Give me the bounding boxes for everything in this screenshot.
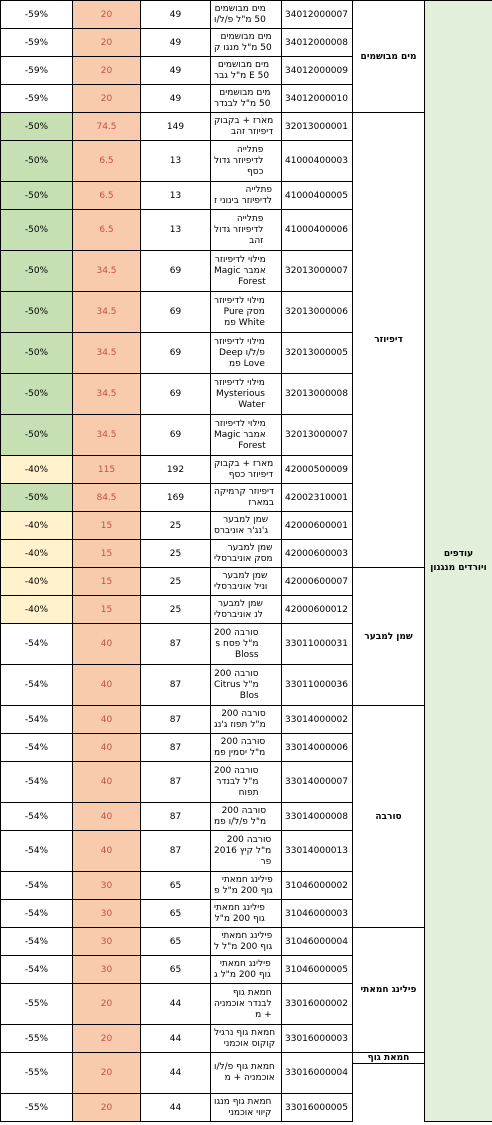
category-cell: מים מבושמים xyxy=(352,0,425,113)
product-code-cell: 33016000004 xyxy=(281,1052,353,1094)
product-code-cell: 32013000007 xyxy=(281,414,353,456)
price-cell: 13 xyxy=(140,209,211,251)
product-code-cell: 33014000007 xyxy=(281,761,353,803)
price-cell: 13 xyxy=(140,181,211,210)
price-cell: 44 xyxy=(140,1052,211,1094)
product-code-cell: 33011000031 xyxy=(281,623,353,665)
price-cell: 25 xyxy=(140,539,211,568)
price-cell: 69 xyxy=(140,291,211,333)
sale-price-cell: 15 xyxy=(72,511,141,540)
sale-price-cell: 30 xyxy=(72,955,141,984)
price-cell: 87 xyxy=(140,705,211,734)
product-name-cell: מארז + בקבוק דיפיוזר זהב xyxy=(210,112,282,141)
product-code-cell: 33014000013 xyxy=(281,830,353,872)
discount-cell: -50% xyxy=(0,209,73,251)
price-cell: 87 xyxy=(140,733,211,762)
sale-price-cell: 20 xyxy=(72,56,141,85)
product-code-cell: 42000600007 xyxy=(281,567,353,596)
price-cell: 69 xyxy=(140,373,211,415)
sale-price-cell: 40 xyxy=(72,802,141,831)
discount-cell: -50% xyxy=(0,291,73,333)
sale-price-cell: 30 xyxy=(72,871,141,900)
product-name-cell: סורבה 200 מ"ל פסח s Bloss xyxy=(210,623,282,665)
discount-cell: -54% xyxy=(0,733,73,762)
product-name-cell: מים מבושמים 50 מ"ל מנגו ק xyxy=(210,28,282,57)
discount-cell: -54% xyxy=(0,927,73,956)
price-cell: 25 xyxy=(140,595,211,624)
product-code-cell: 31046000004 xyxy=(281,927,353,956)
product-name-cell: מארז + בקבוק דיפיוזר כסף xyxy=(210,455,282,484)
product-code-cell: 41000400005 xyxy=(281,181,353,210)
price-cell: 49 xyxy=(140,84,211,113)
sale-price-cell: 40 xyxy=(72,830,141,872)
price-cell: 87 xyxy=(140,664,211,706)
discount-cell: -54% xyxy=(0,899,73,928)
discount-cell: -54% xyxy=(0,705,73,734)
discount-cell: -54% xyxy=(0,830,73,872)
product-name-cell: מילוי לדיפיוזר פ/ל/ו Deep Love פמ xyxy=(210,332,282,374)
discount-cell: -40% xyxy=(0,595,73,624)
price-cell: 87 xyxy=(140,830,211,872)
price-cell: 169 xyxy=(140,483,211,512)
product-name-cell: מילוי לדיפיוזר מסק Pure White פמ xyxy=(210,291,282,333)
product-name-cell: חמאת גוף פ/ל/ו אוכמניה + מ xyxy=(210,1052,282,1094)
product-code-cell: 33016000005 xyxy=(281,1093,353,1122)
discount-cell: -50% xyxy=(0,112,73,141)
discount-cell: -55% xyxy=(0,1052,73,1094)
price-cell: 69 xyxy=(140,250,211,292)
price-cell: 44 xyxy=(140,1024,211,1053)
discount-cell: -54% xyxy=(0,761,73,803)
category-cell: חמאת גוף xyxy=(352,1052,425,1064)
sale-price-cell: 40 xyxy=(72,664,141,706)
category-cell: שמן למבער xyxy=(352,567,425,706)
sale-price-cell: 15 xyxy=(72,539,141,568)
discount-cell: -59% xyxy=(0,56,73,85)
sale-price-cell: 40 xyxy=(72,733,141,762)
product-code-cell: 42000600012 xyxy=(281,595,353,624)
price-cell: 87 xyxy=(140,802,211,831)
product-name-cell: שמן למבער מסק אוניברסלי xyxy=(210,539,282,568)
sale-price-cell: 34.5 xyxy=(72,332,141,374)
price-cell: 49 xyxy=(140,28,211,57)
product-name-cell: מים מבושמים 50 מ"ל פ/ל/ו xyxy=(210,0,282,29)
sale-price-cell: 15 xyxy=(72,595,141,624)
product-name-cell: פתלייה לדיפיוזר גדול כסף xyxy=(210,140,282,182)
sale-price-cell: 20 xyxy=(72,84,141,113)
price-cell: 192 xyxy=(140,455,211,484)
product-name-cell: סורבה 200 מ"ל פ/ל/ו פמ xyxy=(210,802,282,831)
category-cell: פילינג חמאתי xyxy=(352,927,425,1053)
product-name-cell: שמן למבער ג'נג'ר אוניברס xyxy=(210,511,282,540)
discount-cell: -54% xyxy=(0,623,73,665)
product-name-cell: שמן למבער לנ אוניברסלי xyxy=(210,595,282,624)
product-name-cell: פילינג חמאתי גוף 200 מ"ל ל xyxy=(210,927,282,956)
price-cell: 87 xyxy=(140,761,211,803)
sale-price-cell: 30 xyxy=(72,899,141,928)
product-code-cell: 33014000006 xyxy=(281,733,353,762)
sale-price-cell: 115 xyxy=(72,455,141,484)
sale-price-cell: 20 xyxy=(72,0,141,29)
price-cell: 65 xyxy=(140,927,211,956)
discount-cell: -40% xyxy=(0,455,73,484)
product-name-cell: חמאת גוף מנגו קיווי אוכמני xyxy=(210,1093,282,1122)
product-name-cell: מילוי לדיפיוזר אמבר Magic Forest xyxy=(210,250,282,292)
sale-price-cell: 15 xyxy=(72,567,141,596)
price-cell: 44 xyxy=(140,1093,211,1122)
product-name-cell: דיפיוזר קרמיקה במארז xyxy=(210,483,282,512)
discount-cell: -50% xyxy=(0,414,73,456)
sale-price-cell: 20 xyxy=(72,1093,141,1122)
product-code-cell: 42000600001 xyxy=(281,511,353,540)
sale-price-cell: 20 xyxy=(72,1052,141,1094)
product-name-cell: פילינג חמאתי גוף 200 מ"ל פ xyxy=(210,871,282,900)
product-code-cell: 42000600003 xyxy=(281,539,353,568)
price-cell: 69 xyxy=(140,414,211,456)
product-name-cell: פילינג חמאתי גוף 200 מ"ל ג xyxy=(210,955,282,984)
product-name-cell: חמאת גוף נרגיל קוקוס אוכמני xyxy=(210,1024,282,1053)
discount-cell: -50% xyxy=(0,332,73,374)
product-name-cell: מים מבושמים 50 מ"ל לבנדר xyxy=(210,84,282,113)
discount-cell: -50% xyxy=(0,483,73,512)
sale-price-cell: 20 xyxy=(72,1024,141,1053)
product-code-cell: 32013000006 xyxy=(281,291,353,333)
product-code-cell: 33011000036 xyxy=(281,664,353,706)
product-code-cell: 41000400006 xyxy=(281,209,353,251)
discount-cell: -55% xyxy=(0,1093,73,1122)
product-name-cell: חמאת גוף לבנדר אוכמניה + מ xyxy=(210,983,282,1025)
product-code-cell: 31046000003 xyxy=(281,899,353,928)
discount-cell: -50% xyxy=(0,181,73,210)
product-code-cell: 31046000005 xyxy=(281,955,353,984)
sale-price-cell: 6.5 xyxy=(72,209,141,251)
price-cell: 49 xyxy=(140,0,211,29)
sale-price-cell: 40 xyxy=(72,623,141,665)
product-name-cell: סורבה 200 מ"ל לבנדר תפוח xyxy=(210,761,282,803)
product-name-cell: מילוי לדיפיוזר Mysterious Water xyxy=(210,373,282,415)
discount-cell: -59% xyxy=(0,28,73,57)
product-name-cell: סורבה 200 מ"ל קיץ 2016 פר xyxy=(210,830,282,872)
sale-price-cell: 40 xyxy=(72,761,141,803)
price-cell: 49 xyxy=(140,56,211,85)
product-name-cell: פילינג חמאתי גוף 200 מ"ל xyxy=(210,899,282,928)
category-cell: סורבה xyxy=(352,705,425,928)
product-name-cell: פתלייה לדיפיוזר בינוני ז xyxy=(210,181,282,210)
sale-price-cell: 6.5 xyxy=(72,181,141,210)
sale-price-cell: 6.5 xyxy=(72,140,141,182)
product-code-cell: 32013000001 xyxy=(281,112,353,141)
discount-cell: -40% xyxy=(0,511,73,540)
product-code-cell: 33016000003 xyxy=(281,1024,353,1053)
discount-cell: -50% xyxy=(0,140,73,182)
product-name-cell: מים מבושמים E 50 מ"ל גבר xyxy=(210,56,282,85)
product-code-cell: 42002310001 xyxy=(281,483,353,512)
sale-price-cell: 84.5 xyxy=(72,483,141,512)
sale-price-cell: 40 xyxy=(72,705,141,734)
price-cell: 65 xyxy=(140,899,211,928)
product-code-cell: 33014000008 xyxy=(281,802,353,831)
sale-price-cell: 74.5 xyxy=(72,112,141,141)
price-cell: 13 xyxy=(140,140,211,182)
price-cell: 87 xyxy=(140,623,211,665)
product-name-cell: סורבה 200 מ"ל Citrus Blos xyxy=(210,664,282,706)
discount-cell: -50% xyxy=(0,250,73,292)
product-name-cell: פתלייה לדיפיוזר גדול זהב xyxy=(210,209,282,251)
sale-price-cell: 30 xyxy=(72,927,141,956)
product-name-cell: שמן למבער וניל אוניברסלי xyxy=(210,567,282,596)
product-code-cell: 33014000002 xyxy=(281,705,353,734)
price-cell: 149 xyxy=(140,112,211,141)
department-cell: עודפים ויורדים מנגנון xyxy=(424,0,492,1122)
product-code-cell: 33016000002 xyxy=(281,983,353,1025)
sale-price-cell: 34.5 xyxy=(72,414,141,456)
discount-cell: -50% xyxy=(0,373,73,415)
discount-cell: -59% xyxy=(0,84,73,113)
price-cell: 69 xyxy=(140,332,211,374)
price-cell: 65 xyxy=(140,955,211,984)
category-cell: דיפיוזר xyxy=(352,112,425,568)
product-code-cell: 31046000002 xyxy=(281,871,353,900)
sale-price-cell: 34.5 xyxy=(72,291,141,333)
discount-cell: -54% xyxy=(0,955,73,984)
sale-price-cell: 34.5 xyxy=(72,373,141,415)
product-code-cell: 32013000007 xyxy=(281,250,353,292)
product-code-cell: 34012000008 xyxy=(281,28,353,57)
product-code-cell: 34012000009 xyxy=(281,56,353,85)
product-name-cell: סורבה 200 מ"ל יסמין פמ xyxy=(210,733,282,762)
product-code-cell: 34012000007 xyxy=(281,0,353,29)
price-cell: 65 xyxy=(140,871,211,900)
product-code-cell: 42000500009 xyxy=(281,455,353,484)
discount-cell: -54% xyxy=(0,871,73,900)
product-code-cell: 41000400003 xyxy=(281,140,353,182)
discount-cell: -55% xyxy=(0,983,73,1025)
price-cell: 44 xyxy=(140,983,211,1025)
discount-cell: -54% xyxy=(0,664,73,706)
discount-cell: -40% xyxy=(0,567,73,596)
sale-price-cell: 20 xyxy=(72,983,141,1025)
product-name-cell: סורבה 200 מ"ל תפוז ג'נג xyxy=(210,705,282,734)
price-cell: 25 xyxy=(140,511,211,540)
product-code-cell: 32013000008 xyxy=(281,373,353,415)
discount-cell: -54% xyxy=(0,802,73,831)
discount-cell: -55% xyxy=(0,1024,73,1053)
discount-cell: -40% xyxy=(0,539,73,568)
sale-price-cell: 20 xyxy=(72,28,141,57)
product-code-cell: 34012000010 xyxy=(281,84,353,113)
product-name-cell: מילוי לדיפיוזר אמבר Magic Forest xyxy=(210,414,282,456)
price-cell: 25 xyxy=(140,567,211,596)
sale-price-cell: 34.5 xyxy=(72,250,141,292)
discount-cell: -59% xyxy=(0,0,73,29)
product-code-cell: 32013000005 xyxy=(281,332,353,374)
